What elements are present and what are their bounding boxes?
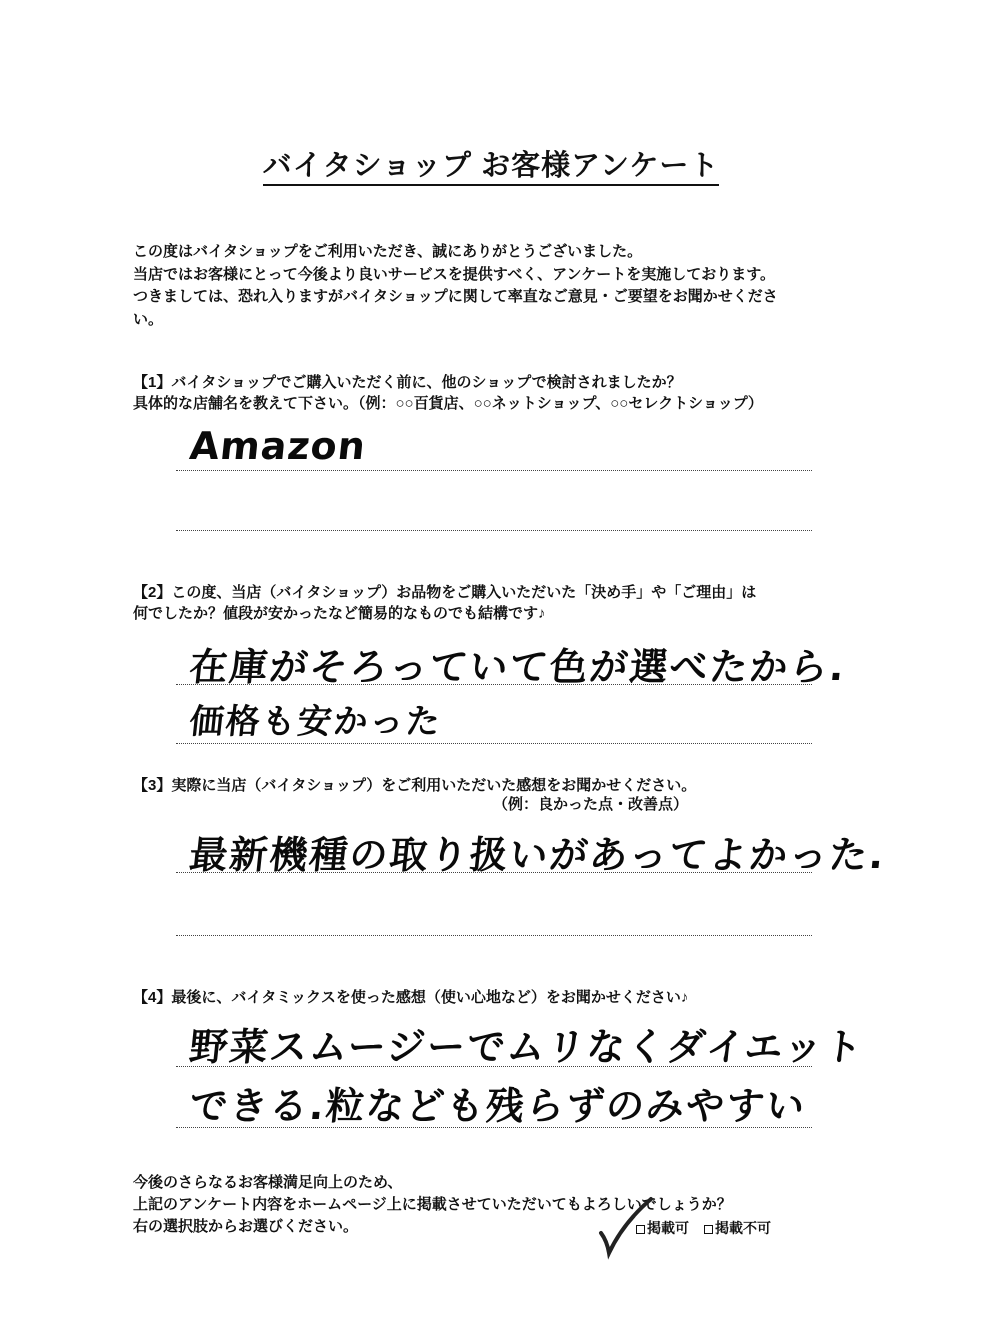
answer-3: 最新機種の取り扱いがあってよかった.: [187, 833, 889, 877]
page-title: バイタショップ お客様アンケート: [0, 143, 982, 184]
answer-4-line-1: 野菜スムージーでムリなくダイエット: [187, 1025, 867, 1069]
answer-line: [176, 470, 812, 471]
answer-2-line-2: 価格も安かった: [187, 702, 444, 742]
closing-line: 右の選択肢からお選びください。: [133, 1218, 359, 1235]
intro-line: 当店ではお客様にとって今後より良いサービスを提供すべく、アンケートを実施しております。: [133, 266, 776, 283]
question-2: 【2】この度、当店（バイタショップ）お品物をご購入いただいた「決め手」や「ご理由」は: [133, 584, 757, 601]
question-1-detail: 具体的な店舗名を教えて下さい。（例：○○百貨店、○○ネットショップ、○○セレクトショップ）: [133, 395, 763, 412]
intro-line: い。: [133, 311, 164, 328]
question-2-detail: 何でしたか？値段が安かったなど簡易的なものでも結構です♪: [133, 605, 546, 622]
answer-2-line-1: 在庫がそろっていて色が選べたから.: [187, 645, 849, 689]
checkmark-icon: [595, 1195, 655, 1260]
question-1: 【1】バイタショップでご購入いただく前に、他のショップで検討されましたか？: [133, 374, 682, 391]
checkbox-icon[interactable]: [704, 1225, 713, 1234]
option-deny-checkbox[interactable]: 掲載不可: [704, 1218, 771, 1238]
answer-line: [176, 530, 812, 531]
question-3: 【3】実際に当店（バイタショップ）をご利用いただいた感想をお聞かせください。: [133, 777, 697, 794]
answer-line: [176, 743, 812, 744]
answer-line: [176, 935, 812, 936]
answer-line: [176, 1066, 812, 1067]
answer-line: [176, 684, 812, 685]
question-4: 【4】最後に、バイタミックスを使った感想（使い心地など）をお聞かせください♪: [133, 989, 689, 1006]
answer-line: [176, 872, 812, 873]
answer-1: Amazon: [187, 424, 369, 468]
question-3-example: （例：良かった点・改善点）: [493, 796, 689, 813]
closing-line: 上記のアンケート内容をホームページ上に掲載させていただいてもよろしいでしょうか？: [133, 1196, 732, 1213]
option-allow-checkbox[interactable]: 掲載可: [636, 1218, 689, 1238]
intro-line: つきましては、恐れ入りますがバイタショップに関して率直なご意見・ご要望をお聞かせくださ: [133, 288, 778, 305]
intro-line: この度はバイタショップをご利用いただき、誠にありがとうございました。: [133, 243, 643, 260]
answer-4-line-2: できる.粒なども残らずのみやすい: [187, 1084, 809, 1128]
closing-line: 今後のさらなるお客様満足向上のため、: [133, 1174, 403, 1191]
answer-line: [176, 1127, 812, 1128]
